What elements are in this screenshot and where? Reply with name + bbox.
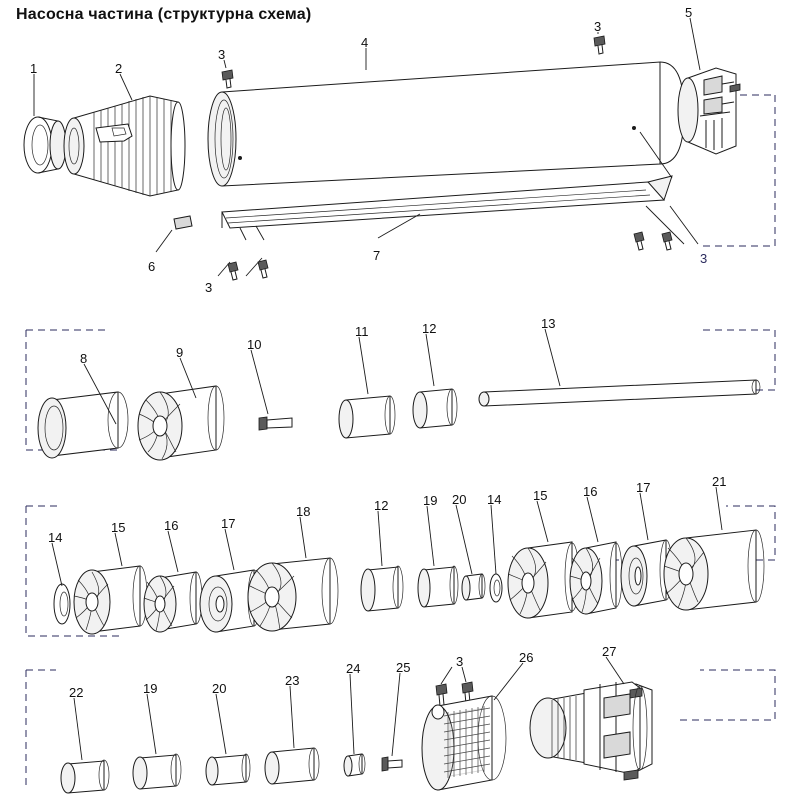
part-15-bowl-left: [74, 566, 147, 634]
part-3-bolt-lower-e: [436, 684, 447, 706]
part-15-bowl-right: [508, 542, 579, 618]
part-6-key: [156, 216, 192, 252]
callout-24: 24: [346, 661, 361, 676]
part-8-sleeve: [38, 392, 128, 458]
part-27-inlet-housing: [530, 682, 652, 780]
callout-20a: 20: [452, 492, 467, 507]
part-21-bowl-right: [664, 530, 764, 610]
callout-14a: 14: [48, 530, 63, 545]
part-16-impeller-left: [144, 572, 202, 632]
part-22-sleeve: [61, 760, 109, 793]
part-3-bolt-lower-a: [228, 262, 238, 280]
part-3-bolt-lower-c: [634, 232, 644, 250]
callout-16b: 16: [583, 484, 598, 499]
part-24-nut: [344, 754, 365, 776]
callout-15b: 15: [533, 488, 548, 503]
callout-15a: 15: [111, 520, 126, 535]
callout-19b: 19: [143, 681, 158, 696]
part-19-sleeve-lower: [133, 754, 181, 789]
callout-20b: 20: [212, 681, 227, 696]
part-26-strainer: [422, 696, 506, 790]
part-2-threaded-head: [64, 96, 185, 196]
part-4-main-tube: [208, 62, 684, 186]
part-7-long-shaft: [222, 176, 672, 228]
callout-9: 9: [176, 345, 184, 360]
callout-12a: 12: [422, 321, 437, 336]
part-3-bolt-lower-b: [258, 260, 268, 278]
callout-19a: 19: [423, 493, 438, 508]
part-14-washer-mid: [490, 574, 502, 602]
callout-7: 7: [373, 248, 381, 263]
part-1-ring: [24, 117, 66, 173]
part-23-sleeve-lower: [265, 748, 319, 784]
part-13-shaft: [479, 380, 760, 406]
part-10-screw: [259, 417, 292, 430]
part-3-bolt-lower-d: [662, 232, 672, 250]
callout-5: 5: [685, 5, 693, 20]
callout-18: 18: [296, 504, 311, 519]
callout-17a: 17: [221, 516, 236, 531]
callout-14b: 14: [487, 492, 502, 507]
callout-10: 10: [247, 337, 262, 352]
part-11-bushing: [339, 396, 395, 438]
callout-4: 4: [361, 35, 369, 50]
callout-6: 6: [148, 259, 156, 274]
callout-27: 27: [602, 644, 617, 659]
callout-3e: 3: [456, 654, 464, 669]
part-20-sleeve-lower: [206, 754, 250, 785]
callout-3b: 3: [594, 19, 602, 34]
part-14-washer-left: [54, 584, 70, 624]
part-12-coupling: [413, 389, 457, 428]
part-5-end-connector: [678, 68, 740, 154]
callout-3a: 3: [218, 47, 226, 62]
callout-12b: 12: [374, 498, 389, 513]
callout-11: 11: [355, 324, 369, 339]
callout-3c: 3: [205, 280, 213, 295]
callout-16a: 16: [164, 518, 179, 533]
part-20-sleeve-mid: [462, 574, 485, 600]
part-19-sleeve-mid: [418, 566, 458, 607]
part-16-impeller-right: [570, 542, 622, 614]
callout-8: 8: [80, 351, 88, 366]
callout-13: 13: [541, 316, 556, 331]
part-12-coupling-mid: [361, 566, 403, 611]
callout-2: 2: [115, 61, 123, 76]
callout-1: 1: [30, 61, 38, 76]
part-25-pin: [382, 757, 402, 771]
part-9-diffuser: [138, 386, 224, 460]
callout-25: 25: [396, 660, 411, 675]
callout-23: 23: [285, 673, 300, 688]
callout-17b: 17: [636, 480, 651, 495]
part-18-diffuser: [248, 558, 338, 631]
part-3-bolt-upper-right: [594, 36, 605, 54]
callout-22: 22: [69, 685, 84, 700]
page-title: Насосна частина (структурна схема): [16, 6, 312, 23]
callout-21: 21: [712, 474, 727, 489]
part-3-bolt-upper-left: [222, 70, 233, 88]
callout-3d: 3: [700, 251, 708, 266]
callout-26: 26: [519, 650, 534, 665]
